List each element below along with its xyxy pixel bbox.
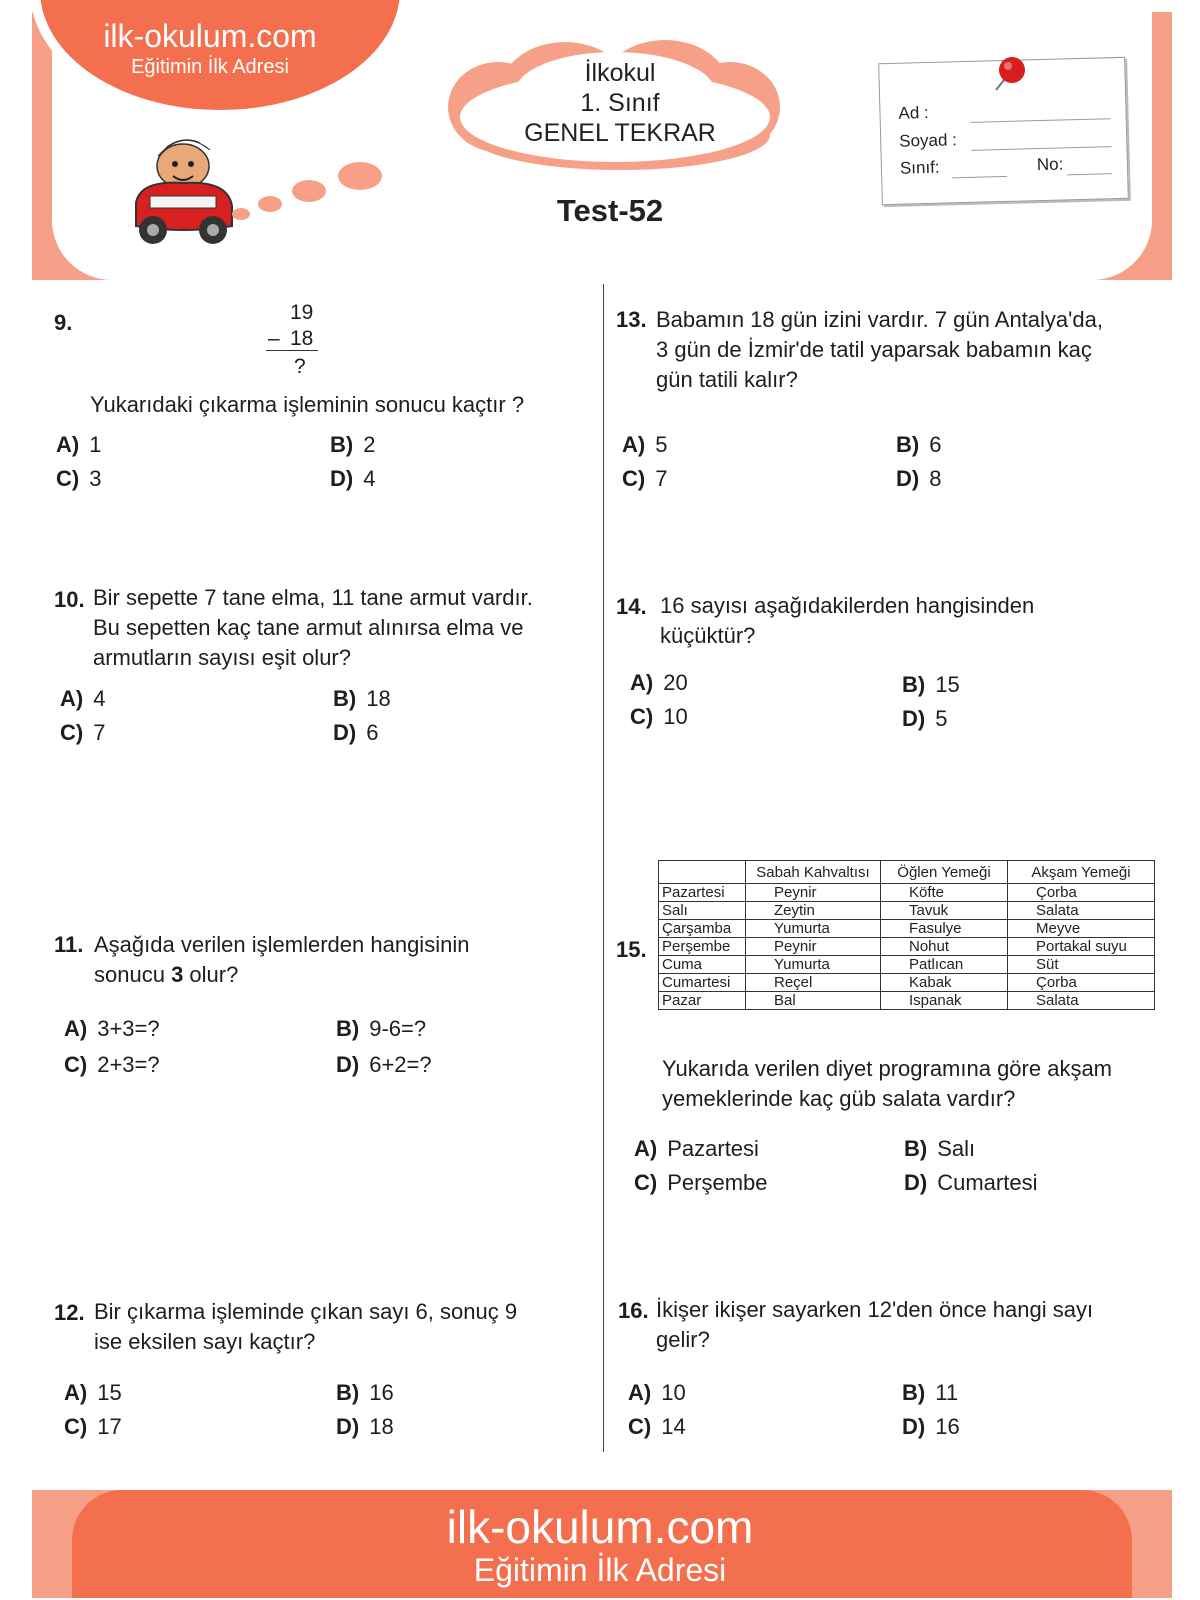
option-letter: D) [336, 1414, 360, 1439]
q11-option-c[interactable] [64, 1052, 160, 1078]
q9-result: ? [294, 355, 306, 378]
logo-text: ilk-okulum.com [103, 18, 317, 54]
option-letter: C) [56, 466, 80, 491]
table-cell: Bal [746, 992, 881, 1010]
question-15-number: 15. [616, 937, 647, 962]
option-value: 10 [663, 704, 688, 729]
q16-option-a[interactable] [628, 1380, 686, 1406]
question-10-text [93, 583, 533, 673]
option-letter: A) [630, 670, 654, 695]
table-cell: Fasulye [881, 920, 1008, 938]
q9-operator: – [268, 327, 280, 350]
q9-option-d[interactable] [330, 466, 375, 492]
thought-bubble [258, 196, 282, 212]
option-letter: B) [902, 672, 926, 697]
question-14-text [660, 591, 1034, 651]
option-value: 11 [935, 1380, 959, 1405]
q13-option-a[interactable] [622, 432, 667, 458]
option-letter: A) [60, 686, 84, 711]
q15-option-b[interactable] [904, 1136, 975, 1162]
table-row [659, 938, 1155, 956]
option-value: 1 [89, 432, 102, 457]
q12-option-d[interactable] [336, 1414, 394, 1440]
text-line: Aşağıda verilen işlemlerden hangisinin [94, 932, 470, 957]
q10-option-c[interactable] [60, 720, 105, 746]
class-field[interactable] [952, 176, 1007, 178]
text-line: gün tatili kalır? [656, 367, 798, 392]
option-value: 6 [929, 432, 942, 457]
cloud-title [470, 58, 770, 148]
table-cell: Salata [1008, 992, 1155, 1010]
table-cell: Köfte [881, 884, 1008, 902]
thought-bubble [232, 208, 250, 220]
q11-option-b[interactable] [336, 1016, 426, 1042]
text-line: ise eksilen sayı kaçtır? [94, 1329, 316, 1354]
option-letter: C) [628, 1414, 652, 1439]
option-value: 16 [369, 1380, 394, 1405]
table-cell: Salı [659, 902, 746, 920]
q12-option-b[interactable] [336, 1380, 394, 1406]
table-cell: Nohut [881, 938, 1008, 956]
test-title: Test-52 [556, 193, 664, 228]
table-row [659, 884, 1155, 902]
table-cell: Meyve [1008, 920, 1155, 938]
q16-option-c[interactable] [628, 1414, 686, 1440]
q13-option-d[interactable] [896, 466, 941, 492]
column-divider [603, 284, 604, 1452]
question-16-text [656, 1295, 1093, 1355]
table-cell: Patlıcan [881, 956, 1008, 974]
option-letter: C) [634, 1170, 658, 1195]
q14-option-a[interactable] [630, 670, 688, 696]
option-value: 14 [661, 1414, 686, 1439]
table-cell: Kabak [881, 974, 1008, 992]
option-letter: D) [902, 1414, 926, 1439]
option-letter: B) [330, 432, 354, 457]
question-9-number: 9. [54, 310, 73, 335]
name-field[interactable] [971, 118, 1111, 123]
option-value: 16 [935, 1414, 960, 1439]
logo-subtitle: Eğitimin İlk Adresi [131, 56, 289, 78]
option-value: 20 [663, 670, 688, 695]
option-letter: A) [628, 1380, 652, 1405]
option-letter: C) [622, 466, 646, 491]
table-cell: Pazar [659, 992, 746, 1010]
table-row [659, 992, 1155, 1010]
table-row [659, 902, 1155, 920]
thought-bubble [292, 180, 326, 202]
car-illustration [128, 128, 238, 253]
q9-sum-line [266, 350, 318, 351]
diet-table [658, 860, 1155, 1010]
table-cell: Perşembe [659, 938, 746, 956]
option-letter: A) [634, 1136, 658, 1161]
text-line: Bir çıkarma işleminde çıkan sayı 6, sonuç 9 [94, 1299, 518, 1324]
option-letter: A) [56, 432, 80, 457]
option-value: Perşembe [667, 1170, 768, 1195]
option-value: 18 [366, 686, 391, 711]
q13-option-c[interactable] [622, 466, 667, 492]
text-line [94, 960, 469, 990]
number-field[interactable] [1067, 173, 1112, 175]
q9-operand-1: 19 [290, 301, 314, 324]
table-cell: Reçel [746, 974, 881, 992]
option-value: 2 [363, 432, 376, 457]
q15-option-a[interactable] [634, 1136, 759, 1162]
class-label: Sınıf: [899, 157, 940, 178]
option-value: 3+3=? [97, 1016, 160, 1041]
text-line: Bu sepetten kaç tane armut alınırsa elma ve [93, 615, 524, 640]
question-15-text [662, 1054, 1112, 1114]
option-value: 8 [929, 466, 942, 491]
q10-option-b[interactable] [333, 686, 391, 712]
table-cell: Yumurta [746, 956, 881, 974]
q11-option-d[interactable] [336, 1052, 432, 1078]
q15-option-d[interactable] [904, 1170, 1037, 1196]
option-letter: B) [336, 1380, 360, 1405]
q12-option-c[interactable] [64, 1414, 122, 1440]
q16-option-d[interactable] [902, 1414, 960, 1440]
table-cell: Çorba [1008, 974, 1155, 992]
option-letter: D) [333, 720, 357, 745]
text-line: armutların sayısı eşit olur? [93, 645, 351, 670]
surname-field[interactable] [971, 146, 1111, 151]
option-letter: B) [333, 686, 357, 711]
footer-slogan: Eğitimin İlk Adresi [473, 1552, 727, 1588]
option-value: 4 [363, 466, 376, 491]
text-line: Babamın 18 gün izini vardır. 7 gün Antalya'da, [656, 307, 1103, 332]
option-value: 4 [93, 686, 106, 711]
question-10-number: 10. [54, 587, 85, 612]
table-cell: Süt [1008, 956, 1155, 974]
question-12-text [94, 1297, 517, 1357]
option-value: 6+2=? [369, 1052, 432, 1077]
text-line: Yukarıda verilen diyet programına göre akşam [662, 1056, 1113, 1081]
option-value: 17 [97, 1414, 122, 1439]
table-cell: Çarşamba [659, 920, 746, 938]
q14-option-b[interactable] [902, 672, 960, 698]
table-cell: Salata [1008, 902, 1155, 920]
option-value: 5 [655, 432, 668, 457]
table-row [659, 956, 1155, 974]
text-line: yemeklerinde kaç güb salata vardır? [662, 1086, 1016, 1111]
table-header: Öğlen Yemeği [881, 861, 1008, 884]
option-letter: D) [330, 466, 354, 491]
q9-operand-2: 18 [290, 327, 314, 350]
q11-option-a[interactable] [64, 1016, 160, 1042]
number-label: No: [1036, 154, 1064, 175]
text-line: 16 sayısı aşağıdakilerden hangisinden [660, 593, 1035, 618]
table-cell: Peynir [746, 938, 881, 956]
option-letter: A) [622, 432, 646, 457]
text-line: İkişer ikişer sayarken 12'den önce hangi sayı [656, 1297, 1094, 1322]
option-value: 15 [935, 672, 960, 697]
text-line: Bir sepette 7 tane elma, 11 tane armut vardır. [93, 585, 533, 610]
option-value: 2+3=? [97, 1052, 160, 1077]
option-value: Cumartesi [937, 1170, 1038, 1195]
text-line: küçüktür? [660, 623, 756, 648]
option-letter: C) [630, 704, 654, 729]
text-part: olur? [183, 962, 239, 987]
pushpin-icon [990, 52, 1032, 94]
option-value: 7 [93, 720, 106, 745]
table-row [659, 920, 1155, 938]
thought-bubble [338, 162, 382, 190]
option-value: 6 [366, 720, 379, 745]
q12-option-a[interactable] [64, 1380, 122, 1406]
option-letter: C) [64, 1052, 88, 1077]
table-header: Akşam Yemeği [1008, 861, 1155, 884]
q9-option-c[interactable] [56, 466, 101, 492]
question-9-text: Yukarıdaki çıkarma işleminin sonucu kaçtır ? [90, 392, 525, 417]
q10-option-d[interactable] [333, 720, 378, 746]
target-number: 3 [171, 962, 184, 987]
table-cell: Portakal suyu [1008, 938, 1155, 956]
table-cell: Yumurta [746, 920, 881, 938]
table-row [659, 974, 1155, 992]
footer-site-name: ilk-okulum.com [446, 1501, 754, 1553]
option-letter: C) [60, 720, 84, 745]
text-part: sonucu [94, 962, 172, 987]
table-header: Sabah Kahvaltısı [746, 861, 881, 884]
option-value: 18 [369, 1414, 394, 1439]
option-letter: A) [64, 1380, 88, 1405]
question-11-text [94, 930, 469, 990]
table-cell: Zeytin [746, 902, 881, 920]
table-cell: Tavuk [881, 902, 1008, 920]
question-14-number: 14. [616, 594, 647, 619]
surname-label: Soyad : [898, 130, 958, 151]
option-value: Pazartesi [667, 1136, 759, 1161]
name-label: Ad : [898, 102, 929, 123]
option-value: Salı [937, 1136, 976, 1161]
q13-option-b[interactable] [896, 432, 941, 458]
question-16-number: 16. [618, 1298, 649, 1323]
school-level: İlkokul [584, 59, 656, 87]
option-value: 5 [935, 706, 948, 731]
table-header-row [659, 861, 1155, 884]
q14-option-c[interactable] [630, 704, 688, 730]
table-cell: Cumartesi [659, 974, 746, 992]
question-13-text [656, 305, 1103, 395]
text-line: 3 gün de İzmir'de tatil yaparsak babamın kaç [656, 337, 1092, 362]
option-letter: B) [902, 1380, 926, 1405]
q9-option-b[interactable] [330, 432, 375, 458]
option-letter: C) [64, 1414, 88, 1439]
topic: GENEL TEKRAR [524, 119, 716, 147]
text-line: gelir? [656, 1327, 710, 1352]
q14-option-d[interactable] [902, 706, 947, 732]
table-header [659, 861, 746, 884]
grade: 1. Sınıf [580, 89, 660, 117]
option-letter: D) [904, 1170, 928, 1195]
question-12-number: 12. [54, 1300, 85, 1325]
table-cell: Pazartesi [659, 884, 746, 902]
option-letter: B) [896, 432, 920, 457]
option-letter: B) [904, 1136, 928, 1161]
option-value: 15 [97, 1380, 122, 1405]
option-letter: A) [64, 1016, 88, 1041]
table-cell: Peynir [746, 884, 881, 902]
option-value: 10 [661, 1380, 686, 1405]
question-13-number: 13. [616, 307, 647, 332]
q10-option-a[interactable] [60, 686, 105, 712]
option-letter: B) [336, 1016, 360, 1041]
table-cell: Cuma [659, 956, 746, 974]
option-value: 3 [89, 466, 102, 491]
option-letter: D) [896, 466, 920, 491]
option-letter: D) [336, 1052, 360, 1077]
q16-option-b[interactable] [902, 1380, 958, 1406]
q15-option-c[interactable] [634, 1170, 768, 1196]
question-11-number: 11. [54, 932, 84, 957]
table-cell: Ispanak [881, 992, 1008, 1010]
option-letter: D) [902, 706, 926, 731]
q9-option-a[interactable] [56, 432, 101, 458]
option-value: 7 [655, 466, 668, 491]
table-cell: Çorba [1008, 884, 1155, 902]
option-value: 9-6=? [369, 1016, 427, 1041]
